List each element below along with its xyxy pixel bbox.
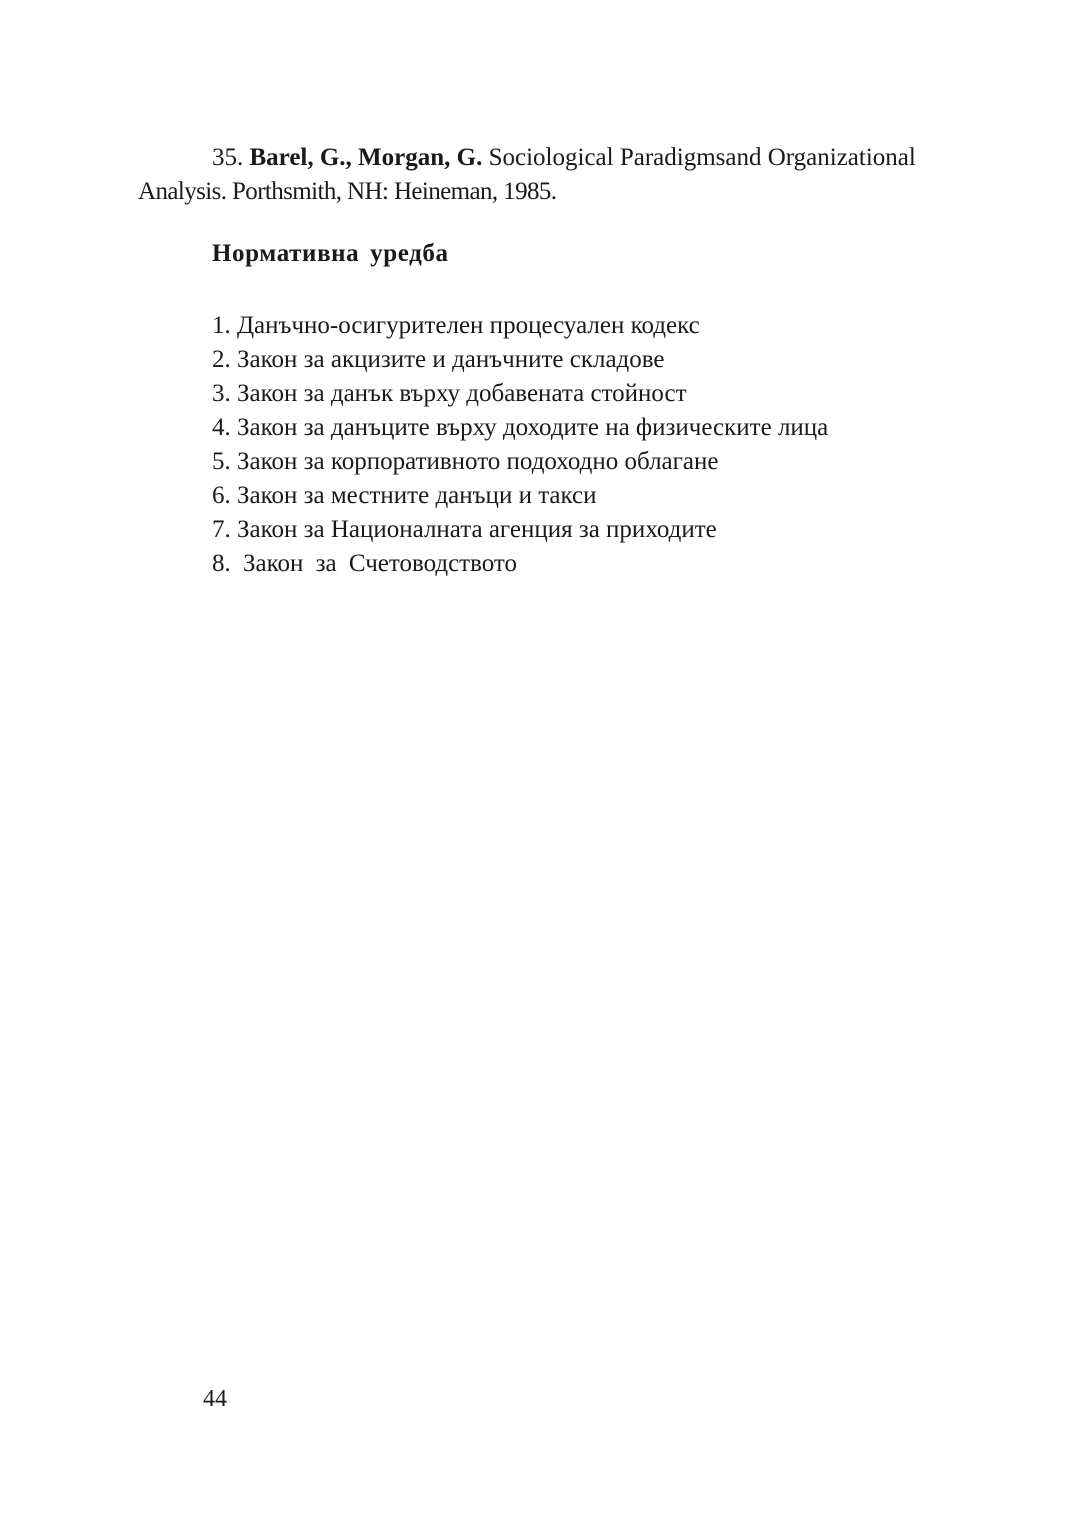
section-heading: Нормативна уредба <box>212 240 449 267</box>
legislation-item: 3. Закон за данък върху добавената стойност <box>212 380 687 407</box>
page-number: 44 <box>203 1386 227 1412</box>
legislation-item: 4. Закон за данъците върху доходите на физическите лица <box>212 414 829 441</box>
legislation-list <box>212 309 828 581</box>
reference-number: 35. <box>212 144 244 171</box>
reference-publication: Analysis. Porthsmith, NH: Heineman, 1985. <box>138 178 557 205</box>
legislation-item: 6. Закон за местните данъци и такси <box>212 482 597 509</box>
bibliography-entry-35 <box>138 141 968 209</box>
legislation-item: 5. Закон за корпоративното подоходно облагане <box>212 448 719 475</box>
reference-title: Sociological Paradigmsand Organizational <box>488 144 916 171</box>
legislation-item: 2. Закон за акцизите и данъчните складове <box>212 346 665 373</box>
legislation-item: 8. Закон за Счетоводството <box>212 550 518 577</box>
legislation-item: 7. Закон за Националната агенция за приходите <box>212 516 717 543</box>
legislation-item: 1. Данъчно-осигурителен процесуален кодекс <box>212 312 700 339</box>
reference-authors: Barel, G., Morgan, G. <box>249 144 483 171</box>
bibliography-entry-line-1 <box>138 141 968 175</box>
